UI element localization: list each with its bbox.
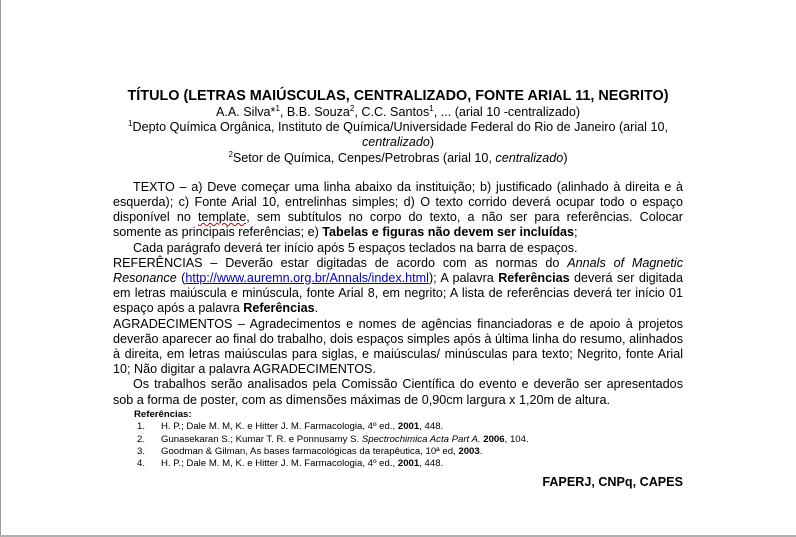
sponsors-line: FAPERJ, CNPq, CAPES bbox=[542, 474, 683, 489]
affiliation-1-text: Depto Química Orgânica, Instituto de Química/Universidade Federal do Rio de Janeiro (arial 10, bbox=[132, 120, 668, 135]
reference-body: H. P.; Dale M. M, K. e Hitter J. M. Farmacologia, 4º ed., bbox=[161, 421, 398, 433]
reference-text bbox=[161, 434, 683, 446]
reference-journal: Spectrochimica Acta Part A. bbox=[361, 433, 481, 445]
reference-rest: , 448. bbox=[419, 458, 444, 470]
reference-number: 4. bbox=[137, 458, 146, 470]
reference-item bbox=[113, 434, 683, 446]
reference-body: H. P.; Dale M. M, K. e Hitter J. M. Farmacologia, 4º ed., bbox=[161, 458, 398, 470]
reference-body: Gunasekaran S.; Kumar T. R. e Ponnusamy S. bbox=[161, 433, 362, 445]
reference-text bbox=[161, 458, 683, 470]
reference-number: 3. bbox=[137, 446, 146, 458]
reference-item bbox=[113, 458, 683, 470]
reference-rest: . bbox=[479, 446, 483, 458]
reference-year: 2003 bbox=[458, 446, 480, 458]
spellcheck-word: template bbox=[197, 210, 247, 225]
blank-line bbox=[113, 166, 683, 180]
document-title: TÍTULO (LETRAS MAIÚSCULAS, CENTRALIZADO, FONTE ARIAL 11, NEGRITO) bbox=[127, 88, 669, 104]
referencias-part-1: REFERÊNCIAS – Deverão estar digitadas de acordo com as normas do bbox=[113, 255, 568, 270]
reference-text bbox=[161, 446, 683, 458]
reference-rest: , 104. bbox=[504, 433, 529, 445]
annals-link[interactable]: http://www.auremn.org.br/Annals/index.html bbox=[185, 271, 429, 286]
paragraph-trabalhos: Os trabalhos serão analisados pela Comissão Científica do evento e deverão ser apresentados sob a forma de poster, com as dimensões máximas de 0,90cm largura x 1,20m de altura. bbox=[113, 377, 683, 407]
authors-tail: , ... (arial 10 -centralizado) bbox=[433, 105, 581, 119]
referencias-part-3: deverá ser digitada em letras maiúscula e minúscula, fonte Arial 8, em negrito; A lista de referências deverá ter início 01 espaço após a palavra bbox=[113, 271, 683, 316]
author-3: , C.C. Santos bbox=[354, 105, 430, 119]
affiliation-2-text: Setor de Química, Cenpes/Petrobras (arial 10, bbox=[232, 150, 496, 165]
authors-line bbox=[113, 105, 683, 120]
references-heading: Referências: bbox=[134, 408, 192, 420]
reference-item bbox=[113, 421, 683, 433]
affiliation-2-sup: 2 bbox=[228, 149, 233, 159]
reference-text bbox=[161, 421, 683, 433]
paragraph-paragrafo: Cada parágrafo deverá ter início após 5 espaços teclados na barra de espaços. bbox=[133, 240, 578, 255]
reference-number: 1. bbox=[137, 421, 146, 433]
author-1-sup: 1 bbox=[275, 103, 280, 113]
affiliation-1-close: ) bbox=[429, 135, 435, 150]
author-3-sup: 1 bbox=[429, 103, 434, 113]
referencias-bold-2: Referências bbox=[243, 301, 315, 316]
reference-item bbox=[113, 446, 683, 458]
paragraph-texto bbox=[113, 180, 683, 241]
paragraph-referencias bbox=[113, 256, 683, 317]
affiliation-2-close: ) bbox=[563, 150, 568, 165]
affiliation-2 bbox=[113, 151, 683, 166]
document-page bbox=[113, 88, 683, 490]
author-2-sup: 2 bbox=[349, 103, 355, 113]
affiliation-2-italic: centralizado bbox=[495, 150, 564, 165]
reference-body: Goodman & Gilman, As bases farmacológicas da terapêutica, 10ª ed, bbox=[161, 446, 459, 458]
paragraph-agradecimentos: AGRADECIMENTOS – Agradecimentos e nomes de agências financiadoras e de apoio à projetos deverão aparecer ao final do trabalho, dois espaços simples após à última linha do resumo, alinhados à direita, em letras maiúsculas para siglas, e maiúsculas/ minúsculas para texto; Negrito, fonte Arial 10; Não digitar a palavra AGRADECIMENTOS. bbox=[113, 316, 683, 377]
affiliation-1 bbox=[113, 120, 683, 150]
texto-end: ; bbox=[574, 225, 578, 240]
affiliation-1-sup: 1 bbox=[128, 119, 133, 129]
referencias-part-2: ); A palavra bbox=[428, 271, 499, 286]
referencias-open: ( bbox=[176, 271, 186, 286]
referencias-journal: Annals of Magnetic Resonance bbox=[113, 255, 684, 286]
texto-part-1: TEXTO – a) Deve começar uma linha abaixo da instituição; b) justificado (alinhado à direita e à esquerda); c) Fonte Arial 10, entrelinhas simples; d) O texto corrido deverá ocupar todo o espaço disponível no bbox=[113, 179, 683, 225]
author-1: A.A. Silva* bbox=[215, 105, 276, 119]
referencias-bold-1: Referências bbox=[498, 271, 570, 286]
references-section bbox=[113, 409, 683, 471]
affiliation-1-italic: centralizado bbox=[361, 135, 430, 150]
texto-part-2: , sem subtítulos no corpo do texto, a não ser para referências. Colocar somente as principais referências; e) bbox=[113, 210, 683, 240]
page-left-border bbox=[0, 0, 1, 537]
texto-bold: Tabelas e figuras não devem ser incluídas bbox=[322, 225, 575, 240]
reference-year: 2001 bbox=[397, 458, 420, 470]
referencias-end: . bbox=[314, 301, 319, 316]
reference-rest: , 448. bbox=[419, 421, 444, 433]
reference-year: 2001 bbox=[397, 421, 420, 433]
reference-year: 2006 bbox=[480, 433, 505, 445]
author-2: , B.B. Souza bbox=[279, 105, 350, 119]
reference-number: 2. bbox=[137, 433, 146, 445]
